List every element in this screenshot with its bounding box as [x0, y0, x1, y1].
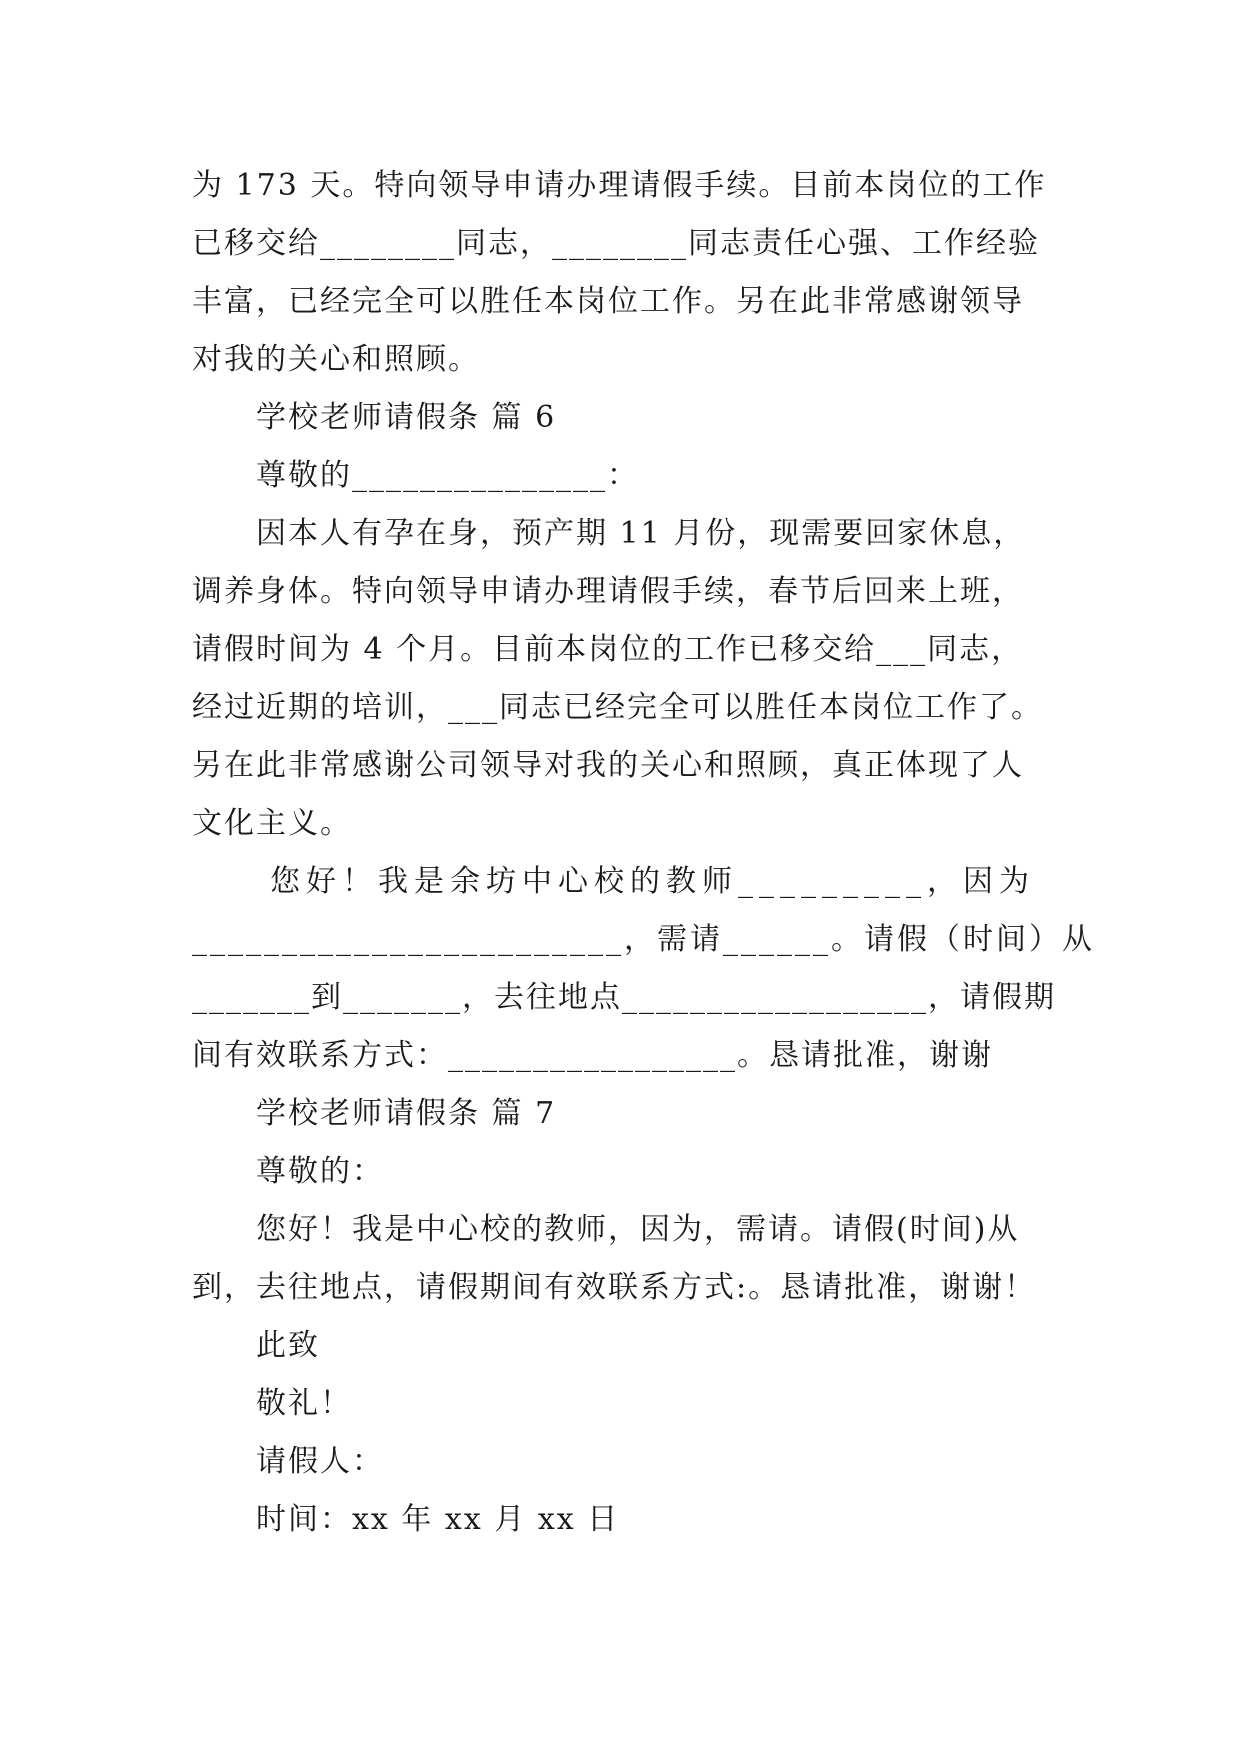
body-text-line: 文化主义。 — [192, 806, 352, 841]
body-text-line: 对我的关心和照顾。 — [192, 342, 480, 377]
body-text-line: 已移交给________同志，________同志责任心强、工作经验 — [192, 226, 1040, 261]
section-heading: 学校老师请假条 篇 7 — [256, 1096, 557, 1131]
body-text-line: _______到_______，去往地点__________________，请假期 — [192, 980, 1056, 1015]
body-text-line: 经过近期的培训，___同志已经完全可以胜任本岗位工作了。 — [192, 690, 1043, 725]
closing-line: 敬礼！ — [256, 1386, 352, 1421]
body-text-line: 您好！我是中心校的教师，因为，需请。请假(时间)从 — [256, 1212, 1020, 1247]
body-text-line: 请假时间为 4 个月。目前本岗位的工作已移交给___同志， — [192, 632, 1024, 667]
signature-line: 请假人： — [256, 1444, 384, 1479]
body-text-line: 调养身体。特向领导申请办理请假手续，春节后回来上班， — [192, 574, 1024, 609]
body-text-line: 间有效联系方式：_________________。恳请批准，谢谢 — [192, 1038, 993, 1073]
body-text-line: 为 173 天。特向领导申请办理请假手续。目前本岗位的工作 — [192, 168, 1047, 203]
date-line: 时间：xx 年 xx 月 xx 日 — [256, 1502, 620, 1537]
section-heading: 学校老师请假条 篇 6 — [256, 400, 557, 435]
salutation: 尊敬的_______________： — [256, 458, 639, 493]
body-text-line: ________________________，需请______。请假（时间）从 — [192, 922, 1095, 957]
closing-line: 此致 — [256, 1328, 320, 1363]
body-text-line: 到，去往地点，请假期间有效联系方式:。恳请批准，谢谢！ — [192, 1270, 1037, 1305]
body-text-line: 因本人有孕在身，预产期 11 月份，现需要回家休息， — [256, 516, 1026, 551]
body-text-line: 另在此非常感谢公司领导对我的关心和照顾，真正体现了人 — [192, 748, 1024, 783]
salutation: 尊敬的： — [256, 1154, 384, 1189]
body-text-line: 丰富，已经完全可以胜任本岗位工作。另在此非常感谢领导 — [192, 284, 1024, 319]
body-text-line: 您好！我是余坊中心校的教师_________，因为 — [270, 864, 1035, 899]
